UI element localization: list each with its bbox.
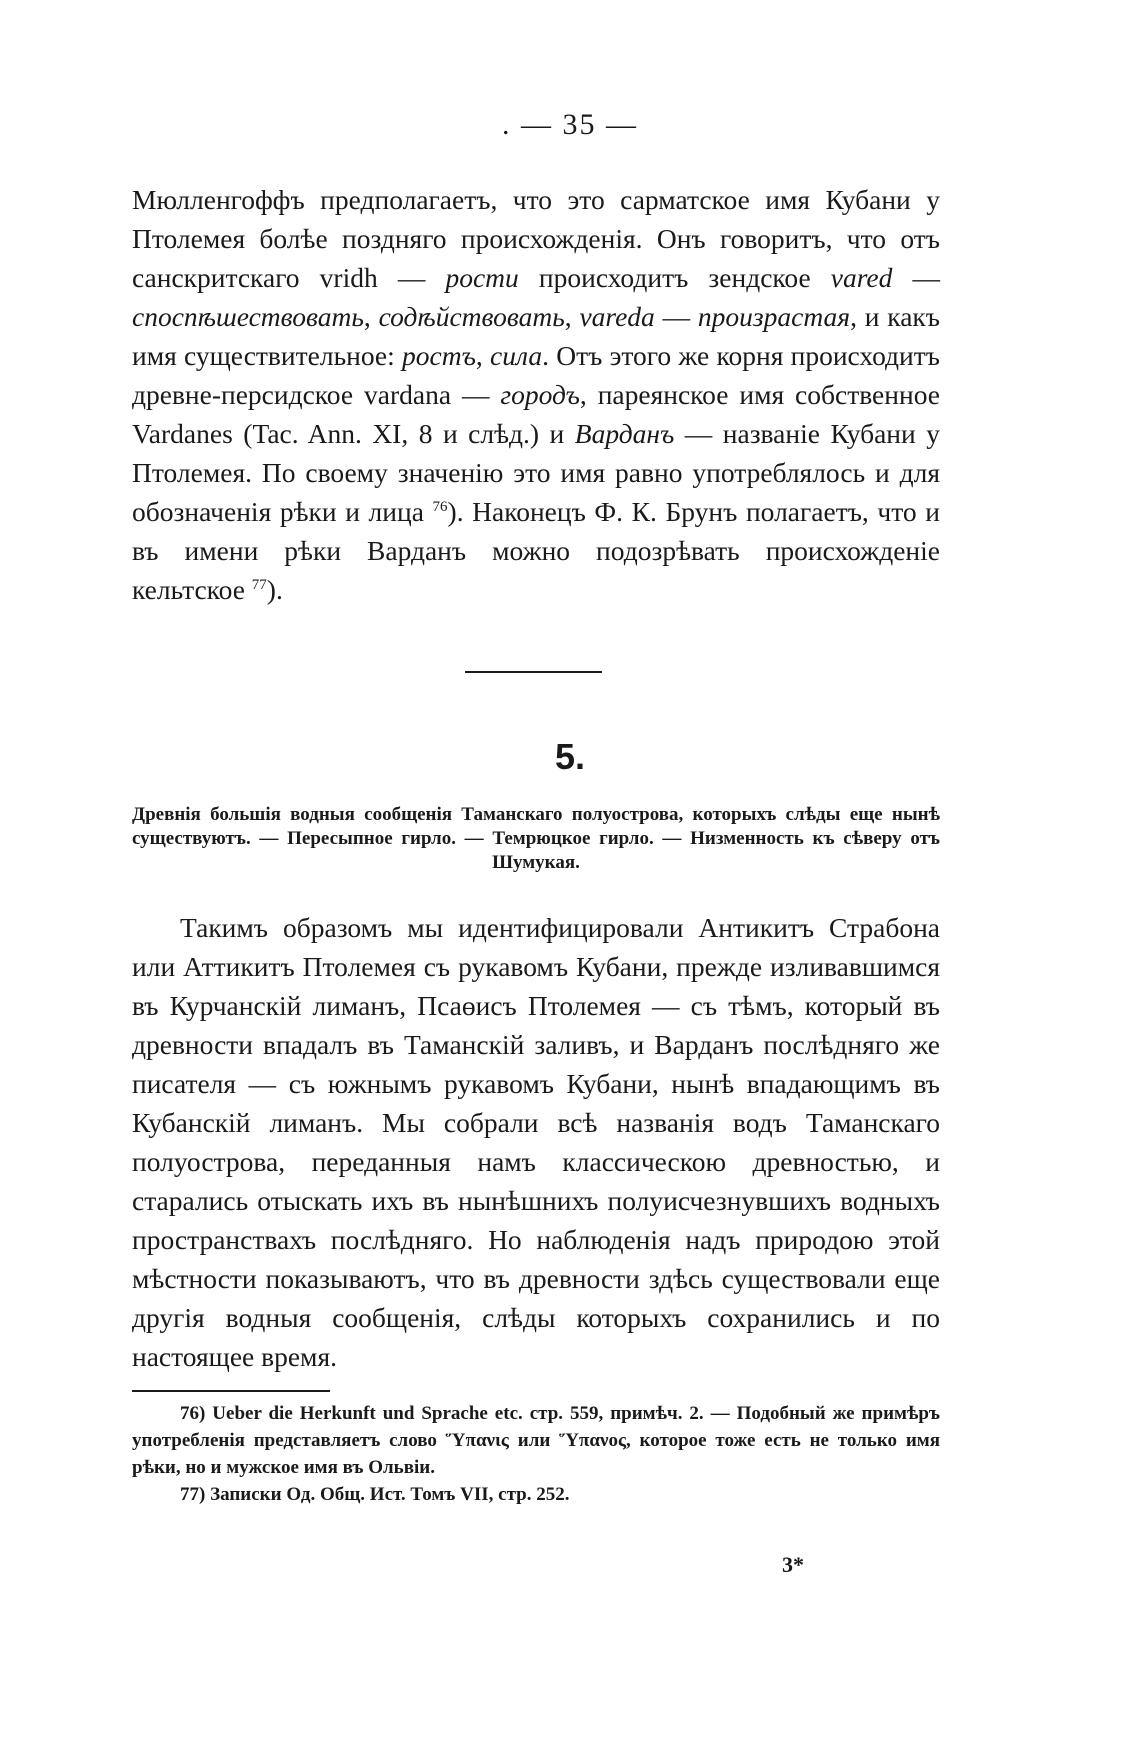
section-divider [465,671,602,673]
paragraph-1 [132,180,940,609]
paragraph-2-text: Такимъ образомъ мы идентифицировали Антикитъ Страбона или Аттикитъ Птолемея съ рукавомъ Кубани, прежде изливавшимся въ Курчанскій лиманъ, Псаөисъ Птолемея — съ тѣмъ, который въ древности впадалъ въ Таманскій заливъ, и Варданъ послѣдняго же писателя — съ южнымъ рукавомъ Кубани, нынѣ впадающимъ въ Кубанскій лиманъ. Мы собрали всѣ названія водъ Таманскаго полуострова, переданныя намъ классическою древностью, и старались отыскать ихъ въ нынѣшнихъ полуисчезнувшихъ водныхъ пространствахъ послѣдняго. Но наблюденія надъ природою этой мѣстности показываютъ, что въ древности здѣсь существовали еще другія водныя сообщенія, слѣды которыхъ сохранились и по настоящее время. [132,912,940,1372]
italic-term: содѣйствовать [378,301,565,332]
italic-term: ростъ [402,340,476,371]
text-span: ). [266,574,283,605]
italic-term: споспѣшествовать [132,301,364,332]
section-number: 5. [554,736,586,777]
text-span: ). Наконецъ Ф. К. Брунъ полагаетъ, что и въ имени рѣки Варданъ можно подозрѣвать происхожденіе кельтское [132,496,940,605]
footnotes [132,1400,940,1508]
text-span: — [892,262,940,293]
signature-mark: 3* [782,1552,804,1577]
text-span: , [475,340,491,371]
section-summary: Древнія большія водныя сообщенія Таманскаго полуострова, которыхъ слѣды еще нынѣ существуютъ. — Пересыпное гирло. — Темрюцкое гирло. — Низменность къ сѣверу отъ Шумукая. [132,804,940,873]
footnote-divider [132,1390,330,1392]
italic-term: произрастая [697,301,851,332]
paragraph-2 [132,908,940,1376]
text-span: . Отъ этого же корня происходитъ древне-персидское vardana — [132,340,940,410]
italic-term: vareda [579,301,655,332]
text-span: , [564,301,580,332]
italic-term: Варданъ [574,418,675,449]
text-span: , пареянское имя собственное Vardanes (Tac. Ann. XI, 8 и слѣд.) и [132,379,940,449]
footnote-ref-76[interactable]: 76 [432,498,448,515]
italic-term: рости [445,262,519,293]
footnote-ref-77[interactable]: 77 [251,576,267,593]
text-span: , [363,301,379,332]
text-span: Мюлленгоффъ предполагаетъ, что это сарматское имя Кубани у Птолемея болѣе поздняго происхожденія. Онъ говоритъ, что отъ санскритскаго vridh — [132,184,940,293]
page-number: . — 35 — [502,108,638,141]
text-span: происходитъ зендское [518,262,831,293]
footnote-76: 76) Ueber die Herkunft und Sprache etc. стр. 559, примѣч. 2. — Подобный же примѣръ употребленія представляетъ слово Ὕπανις или Ὕπανος, которое тоже есть не только имя рѣки, но и мужское имя въ Ольвіи. [132,1403,940,1478]
text-span: — названіе Кубани у Птолемея. По своему значенію это имя равно употреблялось и для обозначенія рѣки и лица [132,418,940,527]
italic-term: vared [830,262,893,293]
footnote-77: 77) Записки Од. Общ. Ист. Томъ VII, стр. 252. [180,1484,570,1505]
italic-term: городъ [500,379,580,410]
text-span: , и какъ имя существительное: [132,301,941,371]
italic-term: сила [490,340,543,371]
text-span: — [654,301,698,332]
